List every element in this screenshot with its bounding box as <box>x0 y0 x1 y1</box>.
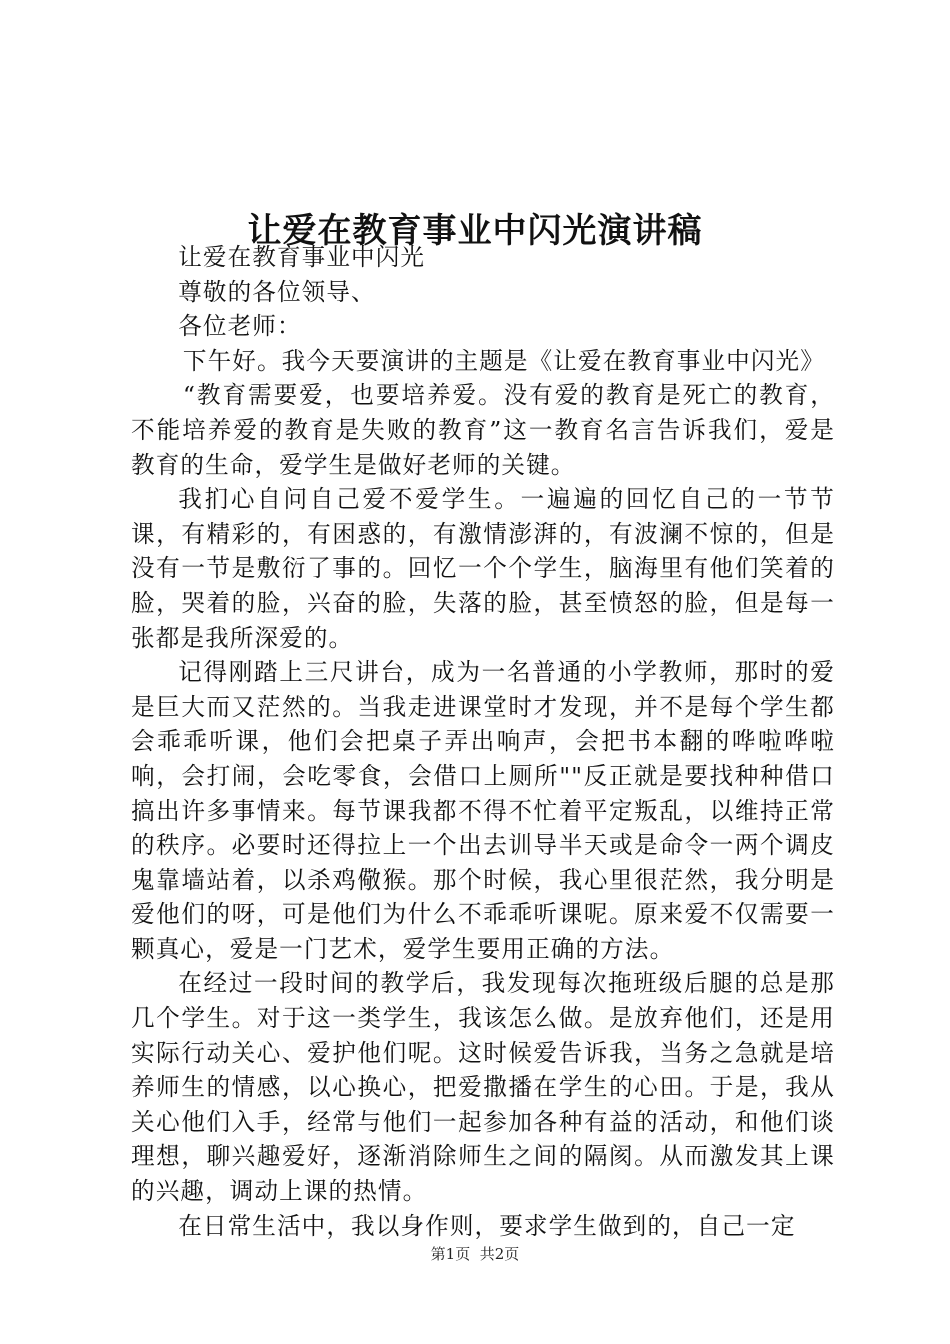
paragraph-memory: 记得刚踏上三尺讲台，成为一名普通的小学教师，那时的爱是巨大而又茫然的。当我走进课堂时才发现，并不是每个学生都会乖乖听课，他们会把桌子弄出响声，会把书本翻的哗啦哗啦响，会打闹，会吃零食，会借口上厕所""反正就是要找种种借口搞出许多事情来。每节课我都不得不忙着平定叛乱，以维持正常的秩序。必要时还得拉上一个出去训导半天或是命令一两个调皮鬼靠墙站着，以杀鸡儆猴。那个时候，我心里很茫然，我分明是爱他们的呀，可是他们为什么不乖乖听课呢。原来爱不仅需要一颗真心，爱是一门艺术，爱学生要用正确的方法。 <box>131 658 835 963</box>
page-total: 共2页 <box>479 1245 520 1263</box>
speech-body <box>131 240 835 1243</box>
paragraph-reflection: 我扪心自问自己爱不爱学生。一遍遍的回忆自己的一节节课，有精彩的，有困惑的，有激情澎湃的，有波澜不惊的，但是没有一节是敷衍了事的。回忆一个个学生，脑海里有他们笑着的脸，哭着的脸，兴奋的脸，失落的脸，甚至愤怒的脸，但是每一张都是我所深爱的。 <box>131 485 835 652</box>
paragraph-greeting: 下午好。我今天要演讲的主题是《让爱在教育事业中闪光》 <box>182 346 825 375</box>
paragraph-heading: 让爱在教育事业中闪光 <box>178 243 426 271</box>
paragraph-daily-life: 在日常生活中，我以身作则，要求学生做到的，自己一定 <box>178 1211 796 1240</box>
page-number: 第1页 <box>430 1245 471 1263</box>
page-footer <box>0 1244 950 1264</box>
paragraph-salutation-1: 尊敬的各位领导、 <box>178 277 376 306</box>
page-title: 让爱在教育事业中闪光演讲稿 <box>247 210 703 251</box>
paragraph-salutation-2: 各位老师： <box>178 312 302 341</box>
paragraph-method: 在经过一段时间的教学后，我发现每次拖班级后腿的总是那几个学生。对于这一类学生，我该怎么做。是放弃他们，还是用实际行动关心、爱护他们呢。这时候爱告诉我，当务之急就是培养师生的情感，以心换心，把爱撒播在学生的心田。于是，我从关心他们入手，经常与他们一起参加各种有益的活动，和他们谈理想，聊兴趣爱好，逐渐消除师生之间的隔阂。从而激发其上课的兴趣，调动上课的热情。 <box>131 969 835 1206</box>
paragraph-quote: “教育需要爱，也要培养爱。没有爱的教育是死亡的教育，不能培养爱的教育是失败的教育”这一教育名言告诉我们，爱是教育的生命，爱学生是做好老师的关键。 <box>131 381 835 479</box>
